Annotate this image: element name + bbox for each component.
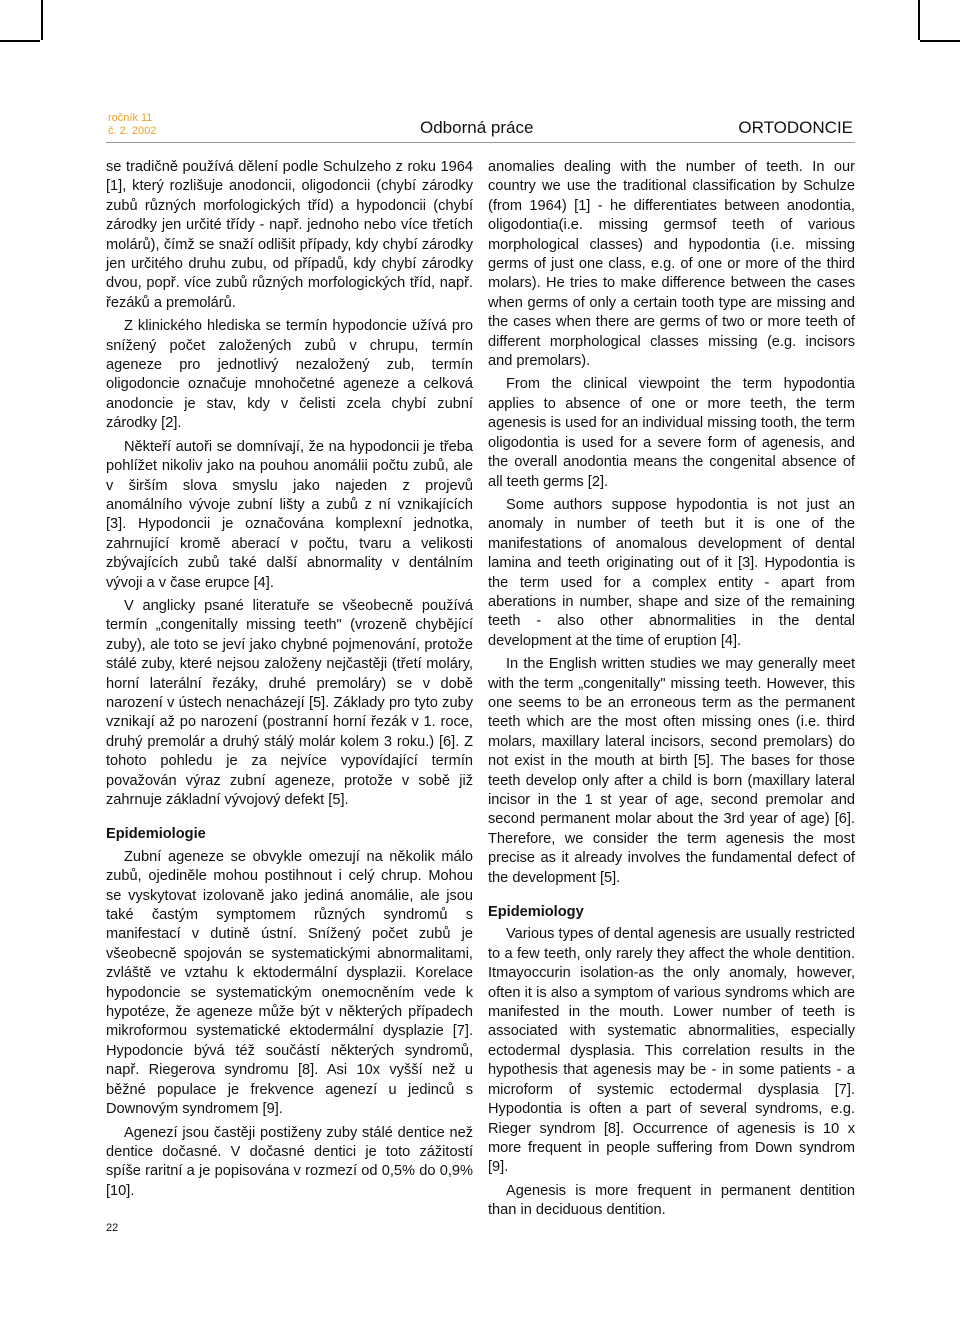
paragraph: anomalies dealing with the number of teeth. In our country we use the traditional classification by Schulze (from 1964) [1] - he differentiates between anodontia, oligodontia(i.e. missing germsof teeth of various morphological classes) and hypodontia (i.e. missing germs of just one class, e.g. of one or more of the third molars). He tries to make difference between the cases when germs of only a certain tooth type are missing and the cases when there are germs of two or more teeth of different morphological classes missing (e.g. incisors and premolars). [488,159,855,370]
section-heading: Epidemiology [488,904,584,921]
paragraph: Agenesis is more frequent in permanent dentition than in deciduous dentition. [488,1182,855,1219]
page-header [106,104,855,143]
paragraph: Někteří autoři se domnívají, že na hypodoncii je třeba pohlížet nikoliv jako na pouhou anomálii počtu zubů, ale v širším slova smyslu jako najeden z projevů anomálního vývoje zubní lišty a zubů z ní vznikajících [3]. Hypodoncii je označována komplexní jednotka, zahrnující kromě aberací v počtu, tvaru a velikosti zbývajících zubů také další abnormality v dentálním vývoji a v čase erupce [4]. [106,438,473,591]
page-number: 22 [106,1222,119,1234]
issue-label [108,112,156,138]
paragraph: Some authors suppose hypodontia is not just an anomaly in number of teeth but it is one of the manifestations of anomalous development of dental lamina and teeth originating out of it [3]. Hypodontia is the term used for a complex entity - apart from aberations in number, shape and size of the remaining teeth - also other abnormalities in the dental development at the time of eruption [4]. [488,496,855,649]
crop-mark-top-left-horizontal [0,40,40,42]
issue-volume: ročník 11 [108,112,153,124]
section-heading: Epidemiologie [106,826,206,843]
column-czech [106,158,473,1205]
issue-number: č. 2. 2002 [108,125,157,137]
column-english [488,158,855,1225]
crop-mark-top-right-horizontal [920,40,960,42]
paragraph: Agenezí jsou častěji postiženy zuby stálé dentice než dentice dočasné. V dočasné dentici je toto zážitostí spíše raritní a je popisována v rozmezí od 0,5% do 0,9% [10]. [106,1124,473,1199]
crop-mark-top-right-vertical [918,0,920,40]
paragraph: Zubní ageneze se obvykle omezují na několik málo zubů, ojediněle mohou postihnout i celý chrup. Mohou se vyskytovat izolovaně jako jediná anomálie, ale jsou také častým symptomem různých syndromů s manifestací v dutině ústní. Snížený počet zubů je všeobecně spojován se systematickými abnormalitami, zvláště ve vztahu k ektodermální dysplazii. Korelace hypodoncie se systematickým onemocněním vede k hypotéze, že ageneze může být v některých případech mikroformou systematické ektodermální dysplazie [7]. Hypodoncie bývá též součástí některých syndromů, např. Riegerova syndromu [8]. Asi 10x vyšší než u běžné populace je frekvence agenezí u jedinců s Downovým syndromem [9]. [106,848,473,1118]
paragraph: In the English written studies we may generally meet with the term „congenitally" missing teeth. However, this one seems to be an erroneous term as the permanent teeth which are the most often missing ones (i.e. third molars, maxillary lateral incisors, second premolars) do not exist in the mouth at birth [5]. The bases for those teeth develop only after a child is born (maxillary lateral incisor in the 1 st year of age, second premolar and second permanent molar about the 3rd year of age) [6]. Therefore, we consider the term agenesis the most precise as it already involves the fundamental defect of the development [5]. [488,656,855,886]
paragraph: V anglicky psané literatuře se všeobecně používá termín „congenitally missing teeth" (vrozeně chybějící zuby), ale toto se jeví jako chybné pojmenování, protože stálé zuby, které nejsou založeny nejčastěji (třetí moláry, horní laterální řezáky, druhé premoláry) se v době narození v ústech nenacházejí [5]. Základy pro tyto zuby vznikají až po narození (postranní horní řezák v 1. roce, druhý premolár a druhý stálý molár kolem 3 roku.) [6]. Z tohoto pohledu je za nejvíce vypovídající termín považován výraz zubní ageneze, protože v sobě již zahrnuje základní vývojový defekt [5]. [106,597,473,808]
paragraph: se tradičně používá dělení podle Schulzeho z roku 1964 [1], který rozlišuje anodoncii, oligodoncii (chybí zárodky zubů různých morfologických tříd) a hypodoncii (chybí zárodky jen určité třídy - např. jednoho nebo více třetích molárů), čímž se snaží odlišit případy, kdy chybí zárodky jen určitého druhu zubu, od případů, kdy chybí zárodky dvou, popř. více zubů různých morfologických tříd, např. řezáků a premolárů. [106,159,473,311]
topic-title: ORTODONCIE [738,118,853,137]
section-title: Odborná práce [420,118,534,137]
paragraph: Z klinického hlediska se termín hypodoncie užívá pro snížený počet založených zubů v chrupu, termín ageneze pro jednotlivý nezaložený zub, termín oligodoncie označuje mnohočetné ageneze a celková anodoncie je stav, kdy v čelisti zcela chybí zubní zárodky [2]. [106,318,473,432]
paragraph: From the clinical viewpoint the term hypodontia applies to absence of one or more teeth, the term agenesis is used for an individual missing tooth, the term oligodontia is used for a severe form of agenesis, and the overall anodontia means the congenital absence of all teeth germs [2]. [488,376,855,490]
crop-mark-top-left-vertical [41,0,43,40]
paragraph: Various types of dental agenesis are usually restricted to a few teeth, only rarely they affect the whole dentition. Itmayoccurin isolation-as the only anomaly, however, often it is also a symptom of various syndroms which are manifested in the mouth. Lower number of teeth is associated with systematic abnormalities, especially ectodermal dysplasia. This correlation results in the hypothesis that agenesis may be - in some patients - a microform of systemic ectodermal dysplasia [7]. Hypodontia is often a part of several syndroms, e.g. Rieger syndrom [8]. Occurrence of agenesis is 10 x more frequent in people suffering from Down syndrom [9]. [488,926,855,1176]
